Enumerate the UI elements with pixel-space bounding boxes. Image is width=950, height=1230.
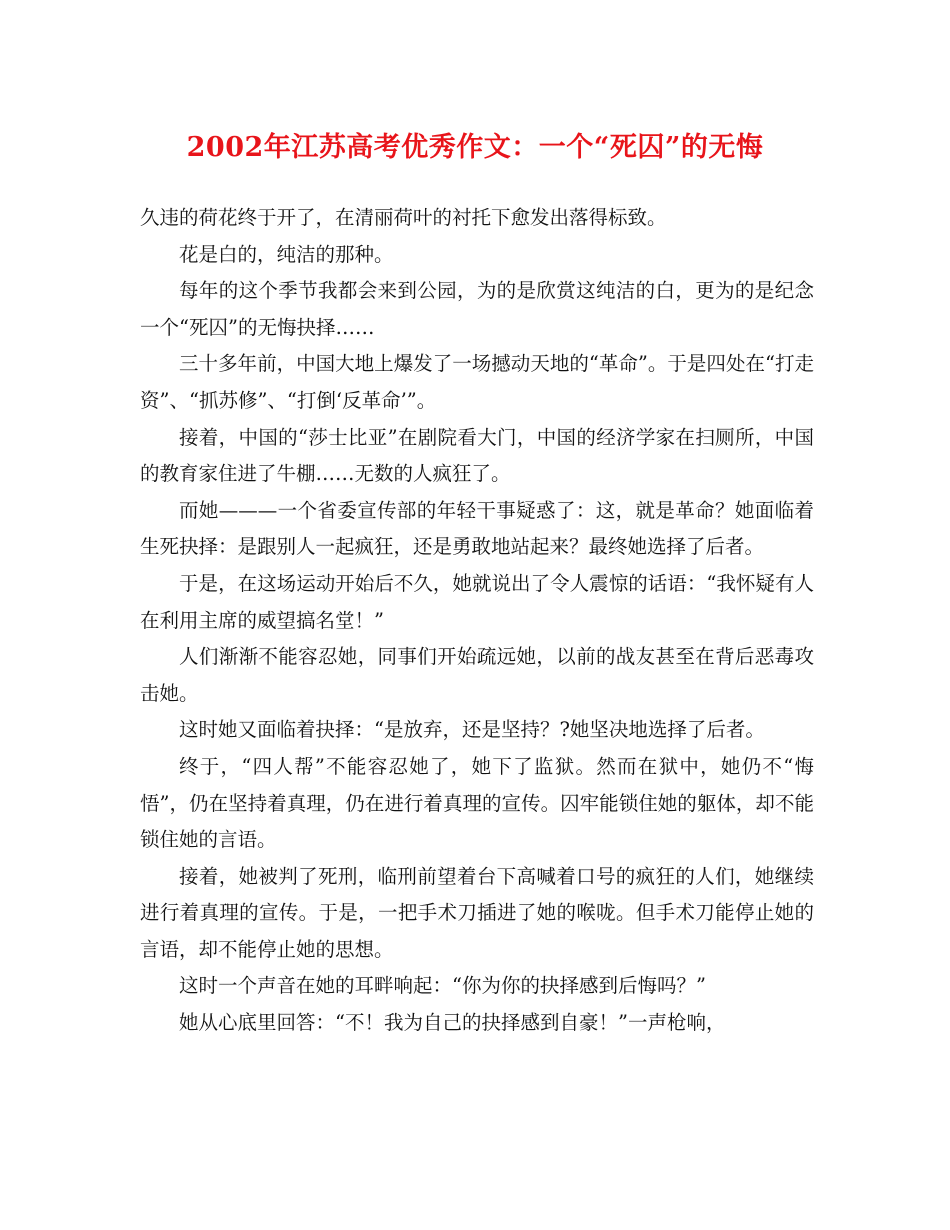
paragraph: 久违的荷花终于开了，在清丽荷叶的衬托下愈发出落得标致。 bbox=[140, 206, 667, 229]
paragraph: 花是白的，纯洁的那种。 bbox=[179, 242, 394, 266]
document-title: 2002年江苏高考优秀作文：一个“死囚”的无悔 bbox=[186, 132, 764, 163]
paragraph: 人们渐渐不能容忍她，同事们开始疏远她，以前的战友甚至在背后恶毒攻击她。 bbox=[140, 645, 814, 705]
paragraph: 她从心底里回答：“不！我为自己的抉择感到自豪！”一声枪响， bbox=[179, 1011, 726, 1035]
paragraph: 终于，“四人帮”不能容忍她了，她下了监狱。然而在狱中，她仍不“悔悟”，仍在坚持着真理，仍在进行着真理的宣传。囚牢能锁住她的躯体，却不能锁住她的言语。 bbox=[140, 754, 814, 852]
paragraph: 而她———一个省委宣传部的年轻干事疑惑了：这，就是革命？她面临着生死抉择：是跟别人一起疯狂，还是勇敢地站起来？最终她选择了后者。 bbox=[140, 498, 814, 559]
paragraph: 每年的这个季节我都会来到公园，为的是欣赏这纯洁的白，更为的是纪念一个“死囚”的无悔抉择…… bbox=[140, 279, 814, 339]
paragraph: 这时她又面临着抉择：“是放弃，还是坚持？?她坚决地选择了后者。 bbox=[179, 718, 765, 742]
document-body bbox=[140, 200, 814, 1042]
paragraph: 接着，中国的“莎士比亚”在剧院看大门，中国的经济学家在扫厕所，中国的教育家住进了牛棚……无数的人疯狂了。 bbox=[140, 425, 814, 486]
paragraph: 于是，在这场运动开始后不久，她就说出了令人震惊的话语：“我怀疑有人在利用主席的威望搞名堂！” bbox=[140, 571, 814, 632]
paragraph: 三十多年前，中国大地上爆发了一场撼动天地的“革命”。于是四处在“打走资”、“抓苏修”、“打倒‘反革命’”。 bbox=[140, 352, 814, 412]
paragraph: 这时一个声音在她的耳畔响起：“你为你的抉择感到后悔吗？” bbox=[179, 974, 706, 998]
paragraph: 接着，她被判了死刑，临刑前望着台下高喊着口号的疯狂的人们，她继续进行着真理的宣传。于是，一把手术刀插进了她的喉咙。但手术刀能停止她的言语，却不能停止她的思想。 bbox=[140, 864, 814, 961]
